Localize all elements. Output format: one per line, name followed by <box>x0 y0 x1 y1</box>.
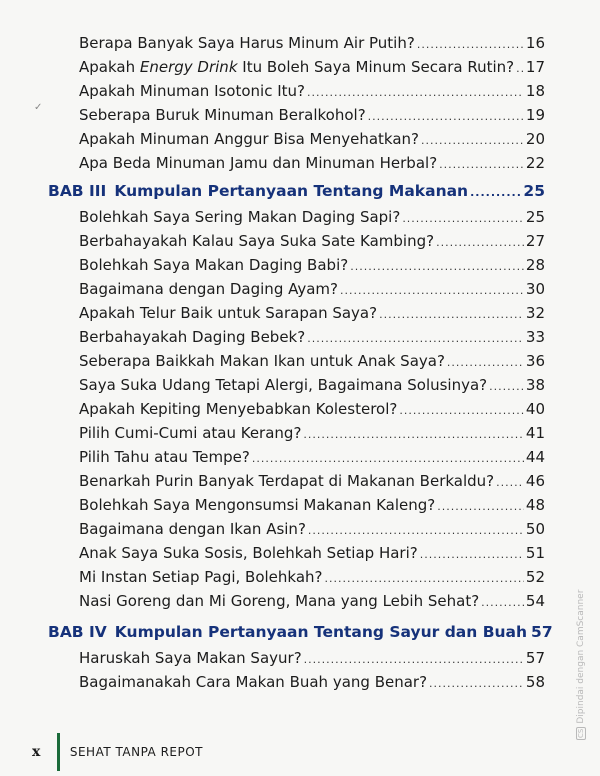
toc-entry <box>79 327 545 349</box>
toc-entry <box>79 543 545 565</box>
scanner-watermark: CSDipindai dengan CamScanner <box>576 589 586 738</box>
chapter-page: 57 <box>531 623 553 641</box>
toc-entry-page: 17 <box>525 58 545 76</box>
toc-entry-page: 32 <box>525 304 545 322</box>
dot-leader <box>439 155 524 175</box>
toc-entry-title: Apakah Kepiting Menyebabkan Kolesterol? <box>79 400 398 418</box>
toc-entry <box>79 375 545 397</box>
toc-entry-title: Apakah Minuman Anggur Bisa Menyehatkan? <box>79 130 419 148</box>
toc-entry-page: 22 <box>525 154 545 172</box>
toc-entry-title: Berbahayakah Daging Bebek? <box>79 328 306 346</box>
toc-entry-page: 19 <box>525 106 545 124</box>
toc-entry-title: Pilih Cumi-Cumi atau Kerang? <box>79 424 302 442</box>
dot-leader <box>340 281 524 301</box>
toc-entry-title: Apakah Minuman Isotonic Itu? <box>79 82 306 100</box>
toc-entry <box>79 399 545 421</box>
toc-entry-page: 46 <box>525 472 545 490</box>
dot-leader <box>379 305 524 325</box>
chapter-page: 25 <box>523 182 545 200</box>
toc-entry-title: Anak Saya Suka Sosis, Bolehkah Setiap Hari? <box>79 544 418 562</box>
chapter-title: Kumpulan Pertanyaan Tentang Sayur dan Buah <box>114 623 528 641</box>
toc-entry-page: 41 <box>525 424 545 442</box>
toc-entry-page: 30 <box>525 280 545 298</box>
toc-entry <box>79 105 545 127</box>
dot-leader <box>303 425 524 445</box>
toc-entry-page: 27 <box>525 232 545 250</box>
toc-entry <box>79 231 545 253</box>
chapter-heading-bab-4 <box>48 622 553 644</box>
toc-entry-page: 50 <box>525 520 545 538</box>
toc-entry-title: Mi Instan Setiap Pagi, Bolehkah? <box>79 568 323 586</box>
toc-entry-title: Bolehkah Saya Makan Daging Babi? <box>79 256 349 274</box>
toc-entry <box>79 495 545 517</box>
dot-leader <box>307 329 524 349</box>
toc-entry-page: 16 <box>525 34 545 52</box>
dot-leader <box>481 593 524 613</box>
toc-entry <box>79 351 545 373</box>
toc-entry-page: 51 <box>525 544 545 562</box>
chapter-label: BAB III <box>48 182 107 200</box>
chapter-heading-bab-3 <box>48 181 545 203</box>
dot-leader <box>368 107 524 127</box>
toc-entry-page: 57 <box>525 649 545 667</box>
toc-entry-page: 38 <box>525 376 545 394</box>
dot-leader <box>421 131 524 151</box>
toc-entry-page: 36 <box>525 352 545 370</box>
page-number: x <box>32 744 41 760</box>
toc-entry-title: Seberapa Baikkah Makan Ikan untuk Anak Saya? <box>79 352 445 370</box>
toc-entry-title: Haruskah Saya Makan Sayur? <box>79 649 302 667</box>
toc-entry-page: 20 <box>525 130 545 148</box>
italic-term: Energy Drink <box>139 58 238 76</box>
toc-entry-page: 48 <box>525 496 545 514</box>
page-footer <box>32 733 203 771</box>
toc-entry-title: Bagaimanakah Cara Makan Buah yang Benar? <box>79 673 428 691</box>
toc-entry <box>79 81 545 103</box>
toc-entry-page: 28 <box>525 256 545 274</box>
toc-entry-page: 18 <box>525 82 545 100</box>
toc-entry <box>79 207 545 229</box>
dot-leader <box>429 674 524 694</box>
toc-entry <box>79 672 545 694</box>
toc-entry <box>79 279 545 301</box>
toc-entry <box>79 423 545 445</box>
chapter-title: Kumpulan Pertanyaan Tentang Makanan <box>114 182 469 200</box>
toc-entry-page: 25 <box>525 208 545 226</box>
dot-leader <box>436 233 524 253</box>
toc-entry-page: 54 <box>525 592 545 610</box>
dot-leader <box>447 353 524 373</box>
toc-entry-title: Bolehkah Saya Sering Makan Daging Sapi? <box>79 208 401 226</box>
dot-leader <box>304 650 524 670</box>
toc-entry <box>79 447 545 469</box>
toc-entry-title: Nasi Goreng dan Mi Goreng, Mana yang Lebih Sehat? <box>79 592 480 610</box>
toc-entry <box>79 591 545 613</box>
dot-leader <box>399 401 524 421</box>
camscanner-icon: CS <box>577 728 585 738</box>
dot-leader <box>417 35 524 55</box>
book-title: SEHAT TANPA REPOT <box>69 745 204 759</box>
toc-entry <box>79 129 545 151</box>
toc-entry-title: Bagaimana dengan Ikan Asin? <box>79 520 306 538</box>
dot-leader <box>350 257 524 277</box>
toc-entry-title: Bolehkah Saya Mengonsumsi Makanan Kaleng? <box>79 496 436 514</box>
dot-leader <box>307 83 524 103</box>
toc-entry <box>79 33 545 55</box>
dot-leader <box>437 497 524 517</box>
toc-entry-title: Apakah Energy Drink Itu Boleh Saya Minum Secara Rutin? <box>79 58 515 76</box>
toc-entry <box>79 153 545 175</box>
dot-leader <box>516 59 524 79</box>
toc-entry <box>79 255 545 277</box>
dot-leader <box>325 569 524 589</box>
toc-entry-page: 33 <box>525 328 545 346</box>
pen-mark: ✓ <box>34 102 43 113</box>
dot-leader <box>470 183 521 203</box>
toc-entry-title: Seberapa Buruk Minuman Beralkohol? <box>79 106 366 124</box>
toc-entry-title: Bagaimana dengan Daging Ayam? <box>79 280 338 298</box>
dot-leader <box>420 545 524 565</box>
footer-divider <box>57 733 60 771</box>
toc-entry <box>79 567 545 589</box>
toc-entry-page: 44 <box>525 448 545 466</box>
dot-leader <box>308 521 524 541</box>
toc-entry <box>79 57 545 79</box>
dot-leader <box>252 449 524 469</box>
toc-entry-title: Berapa Banyak Saya Harus Minum Air Putih? <box>79 34 415 52</box>
toc-entry-title: Benarkah Purin Banyak Terdapat di Makanan Berkaldu? <box>79 472 495 490</box>
toc-entry <box>79 471 545 493</box>
toc-entry <box>79 648 545 670</box>
toc-entry-title: Saya Suka Udang Tetapi Alergi, Bagaimana Solusinya? <box>79 376 488 394</box>
chapter-label: BAB IV <box>48 623 107 641</box>
dot-leader <box>489 377 524 397</box>
toc-entry-title: Pilih Tahu atau Tempe? <box>79 448 250 466</box>
toc-entry-page: 40 <box>525 400 545 418</box>
toc-entry <box>79 519 545 541</box>
toc-entry-title: Apakah Telur Baik untuk Sarapan Saya? <box>79 304 378 322</box>
toc-entry-page: 58 <box>525 673 545 691</box>
dot-leader <box>402 209 524 229</box>
dot-leader <box>496 473 524 493</box>
toc-entry-page: 52 <box>525 568 545 586</box>
toc-entry <box>79 303 545 325</box>
toc-entry-title: Berbahayakah Kalau Saya Suka Sate Kambing? <box>79 232 435 250</box>
toc-entry-title: Apa Beda Minuman Jamu dan Minuman Herbal? <box>79 154 438 172</box>
